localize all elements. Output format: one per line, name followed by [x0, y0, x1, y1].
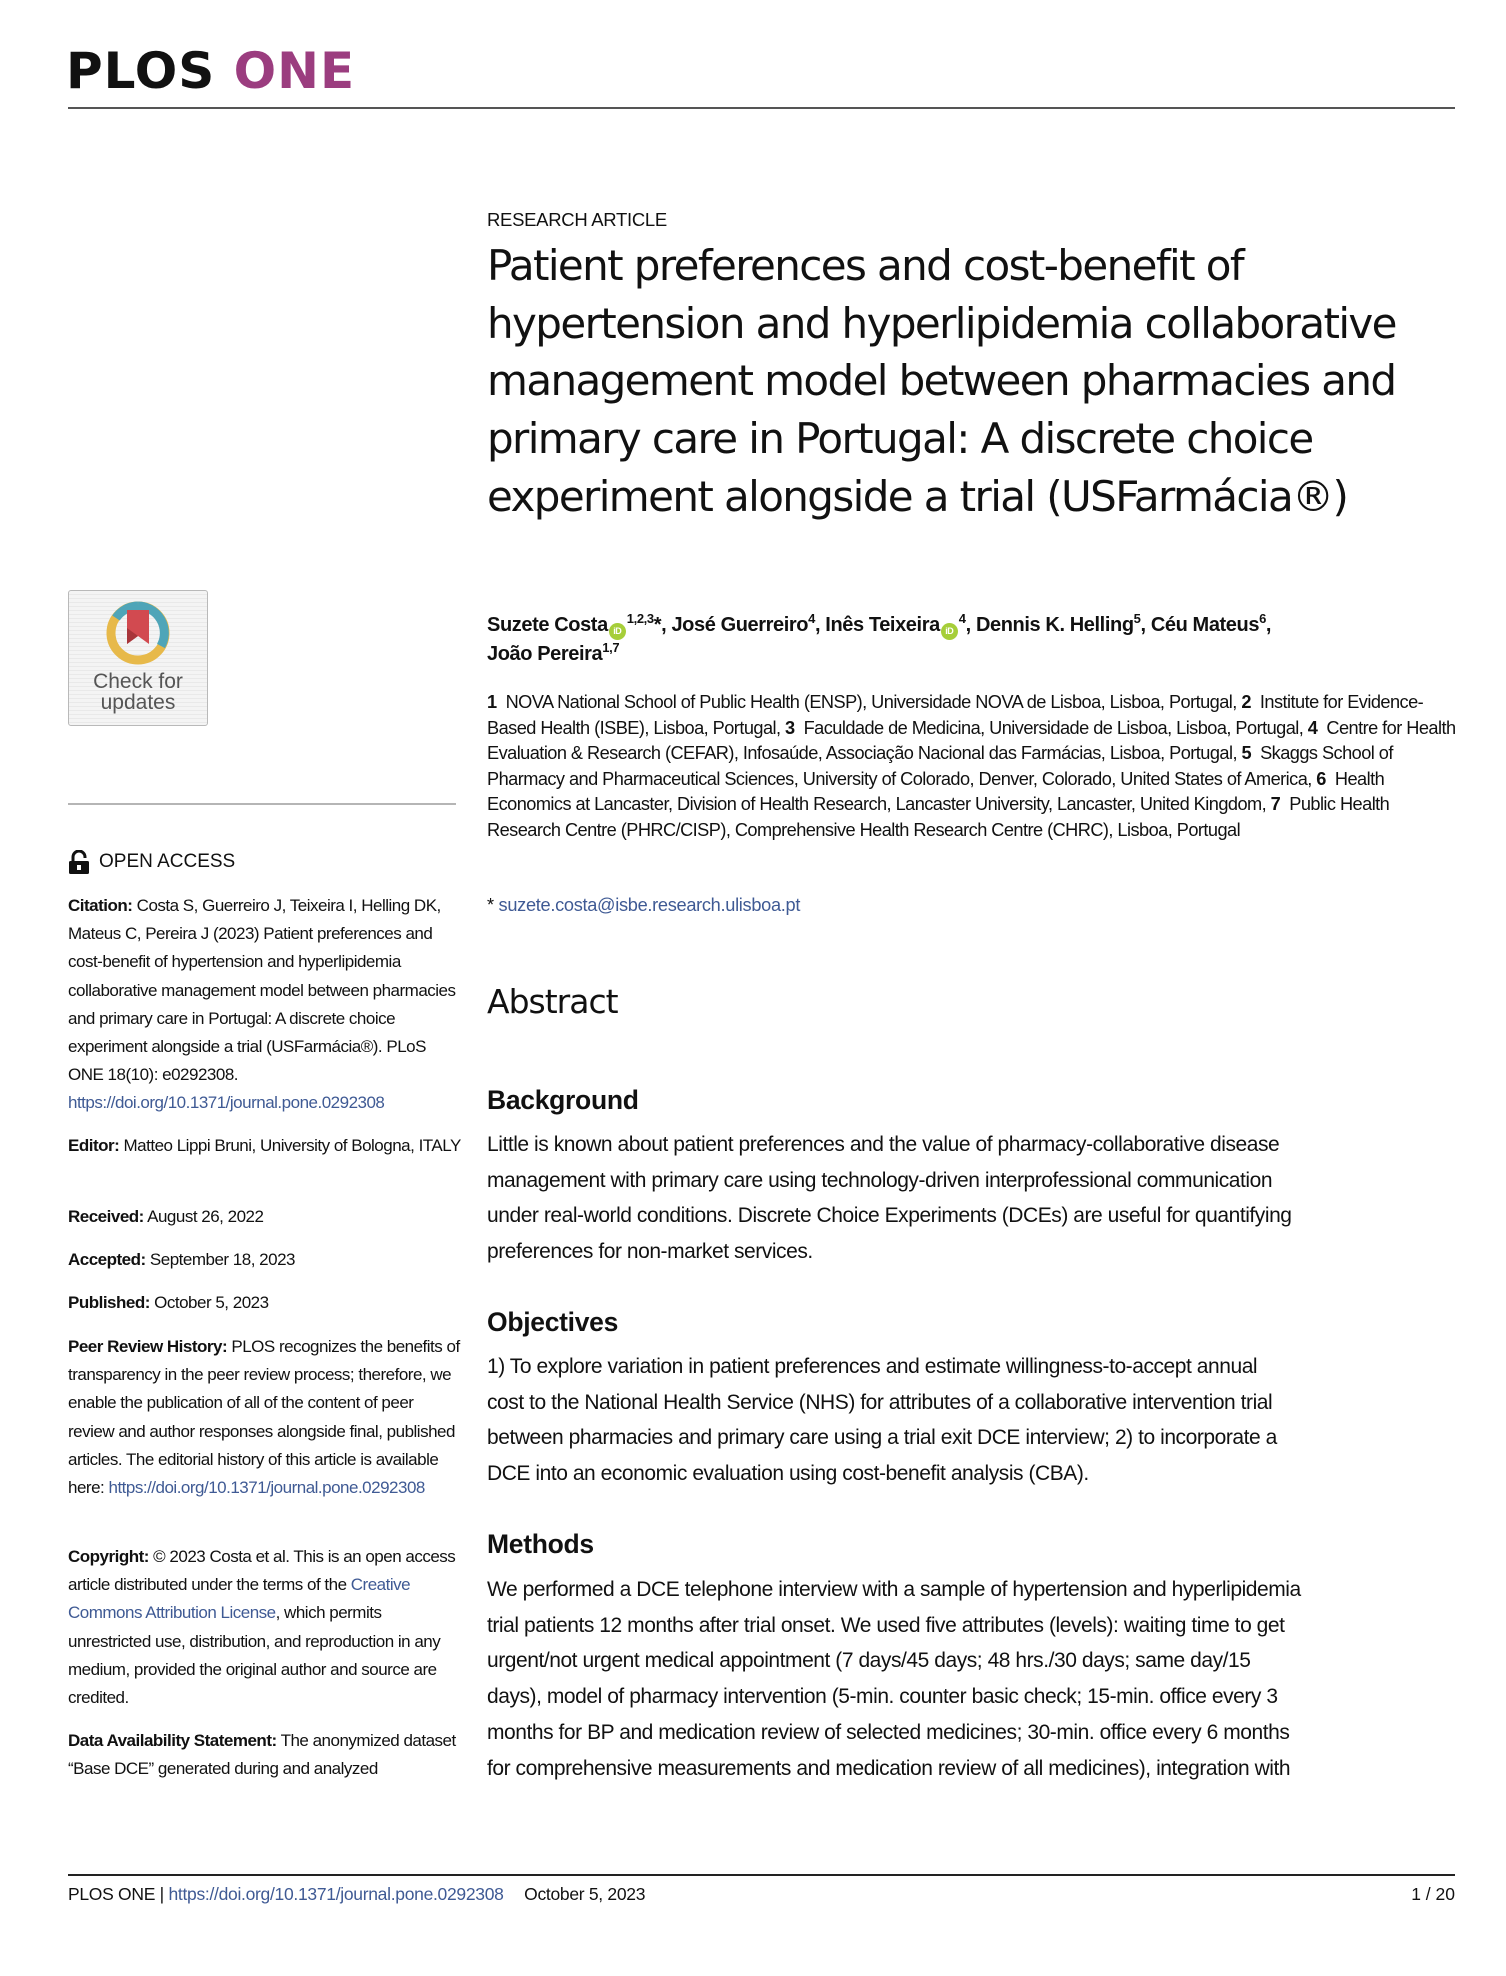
author-name: João Pereira	[487, 643, 603, 665]
citation-label: Citation:	[68, 896, 133, 915]
text-line: cost to the National Health Service (NHS) for attributes of a collaborative intervention trial	[487, 1390, 1273, 1414]
footer-divider	[68, 1874, 1455, 1876]
peer-review-label: Peer Review History:	[68, 1337, 228, 1356]
received-label: Received:	[68, 1207, 144, 1226]
data-availability-block	[68, 1727, 466, 1783]
published-label: Published:	[68, 1293, 150, 1312]
editor-label: Editor:	[68, 1136, 120, 1155]
published-date: October 5, 2023	[154, 1293, 269, 1312]
footer-separator: |	[159, 1884, 164, 1904]
data-availability-label: Data Availability Statement:	[68, 1731, 277, 1750]
author[interactable]	[487, 640, 620, 665]
received-block	[68, 1203, 468, 1231]
text-line: between pharmacies and primary care using a trial exit DCE interview; 2) to incorporate a	[487, 1426, 1277, 1450]
author-name: Suzete Costa	[487, 614, 608, 636]
article-type: RESEARCH ARTICLE	[487, 209, 667, 230]
text-line: 1) To explore variation in patient preferences and estimate willingness-to-accept annual	[487, 1355, 1258, 1378]
text-line: months for BP and medication review of selected medicines; 30-min. office every 6 months	[487, 1720, 1290, 1744]
affiliation-text: Public Health Research Centre (PHRC/CISP), Comprehensive Health Research Centre (CHRC), Lisboa, Portugal	[487, 794, 1390, 840]
citation-block	[68, 892, 463, 1118]
orcid-icon[interactable]: iD	[609, 623, 626, 640]
text-line: preferences for non-market services.	[487, 1240, 813, 1264]
check-for-updates-badge[interactable]	[68, 590, 208, 726]
article-title: Patient preferences and cost-benefit of hypertension and hyperlipidemia collaborative management model between pharmacies and primary care in Portugal: A discrete choice experiment alongside a trial (USFarmácia®)	[487, 241, 1396, 521]
methods-text	[487, 1572, 1467, 1786]
affiliation-text: NOVA National School of Public Health (ENSP), Universidade NOVA de Lisboa, Lisboa, Portugal,	[505, 692, 1237, 712]
peer-review-block	[68, 1333, 463, 1502]
text-line: trial patients 12 months after trial onset. We used five attributes (levels): waiting time to get	[487, 1613, 1285, 1637]
unlocked-padlock-icon	[68, 850, 90, 874]
text-line: We performed a DCE telephone interview with a sample of hypertension and hyperlipidemia	[487, 1578, 1301, 1601]
text-line: days), model of pharmacy intervention (5-min. counter basic check; 15-min. office every 3	[487, 1685, 1278, 1709]
affiliation-item	[487, 692, 1237, 712]
accepted-date: September 18, 2023	[149, 1250, 295, 1269]
affiliation-text: Faculdade de Medicina, Universidade de Lisboa, Lisboa, Portugal,	[803, 717, 1304, 738]
logo-one: ONE	[233, 42, 356, 100]
text-line: urgent/not urgent medical appointment (7 days/45 days; 48 hrs./30 days; same day/15	[487, 1649, 1251, 1673]
author[interactable]	[825, 611, 966, 636]
page-number: 1 / 20	[1411, 1884, 1455, 1904]
open-access-text: OPEN ACCESS	[99, 851, 236, 872]
footer-date: October 5, 2023	[524, 1884, 646, 1904]
author-name: Céu Mateus	[1150, 614, 1260, 636]
affiliation-text: Health Economics at Lancaster, Division of Health Research, Lancaster University, Lancaster, United Kingdom,	[487, 768, 1385, 814]
affiliation-item	[785, 718, 1303, 738]
accepted-block	[68, 1246, 468, 1274]
badge-label-line2: updates	[100, 691, 176, 714]
author-affiliation-marker[interactable]: 1,2,3	[626, 611, 654, 626]
orcid-icon[interactable]: iD	[941, 623, 958, 640]
peer-review-doi-link[interactable]: https://doi.org/10.1371/journal.pone.0292308	[108, 1478, 425, 1498]
methods-heading: Methods	[487, 1529, 594, 1559]
open-access-label	[68, 850, 235, 874]
author[interactable]	[671, 611, 815, 636]
cc-license-link[interactable]: Creative Commons Attribution License	[68, 1575, 411, 1623]
published-block	[68, 1289, 468, 1317]
author-list: Suzete Costa iD$^{1,2,3}$*, José Guerreiro$^4$, Inês Teixeira $iD^4$, Dennis K. Helling$^5$, Céu Mateus$^6$, João Pereira$^{1,7}$	[487, 611, 1272, 665]
affiliation-number: 4	[1307, 717, 1318, 738]
footer-doi-link[interactable]: https://doi.org/10.1371/journal.pone.0292308	[168, 1884, 504, 1904]
corresponding-author-marker: *	[653, 614, 662, 636]
affiliation-text: Institute for Evidence-Based Health (ISBE), Lisboa, Portugal,	[487, 692, 1424, 738]
corresponding-email-link[interactable]: suzete.costa@isbe.research.ulisboa.pt	[498, 895, 801, 915]
affiliation-number: 2	[1241, 692, 1251, 712]
text-line: Little is known about patient preferences and the value of pharmacy-collaborative disease	[487, 1133, 1280, 1156]
author-affiliation-marker[interactable]: 1,7	[602, 640, 620, 655]
text-line: management with primary care using technology-driven interprofessional communication	[487, 1168, 1273, 1192]
copyright-block	[68, 1543, 463, 1712]
peer-review-text: PLOS recognizes the benefits of transparency in the peer review process; therefore, we enable the publication of all of the content of peer review and author responses alongside final, published articles. The editorial history of this article is available here:	[68, 1337, 460, 1498]
received-date: August 26, 2022	[147, 1207, 264, 1226]
abstract-heading: Abstract	[487, 982, 618, 1021]
crossmark-icon	[103, 598, 173, 668]
citation-text: Costa S, Guerreiro J, Teixeira I, Helling DK, Mateus C, Pereira J (2023) Patient preferences and cost-benefit of hypertension and hyperlipidemia collaborative management model between pharmacies and primary care in Portugal: A discrete choice experiment alongside a trial (USFarmácia®). PLoS ONE 18(10): e0292308.	[68, 896, 456, 1085]
author-affiliation-marker[interactable]: 6	[1259, 611, 1266, 626]
background-heading: Background	[487, 1085, 639, 1115]
affiliation-number: 6	[1316, 768, 1326, 789]
author[interactable]	[1150, 611, 1266, 636]
text-line: DCE into an economic evaluation using cost-benefit analysis (CBA).	[487, 1462, 1089, 1486]
author-name: José Guerreiro	[671, 614, 809, 636]
affiliation-number: 1	[487, 692, 497, 712]
editor-text: Matteo Lippi Bruni, University of Bologna, ITALY	[123, 1136, 461, 1155]
data-availability-text: The anonymized dataset “Base DCE” generated during and analyzed	[68, 1731, 456, 1779]
author-name: Inês Teixeira	[825, 614, 940, 636]
correspondence	[487, 895, 1457, 916]
author-affiliation-marker[interactable]: 5	[1133, 611, 1141, 626]
affiliations	[487, 690, 1457, 843]
objectives-heading: Objectives	[487, 1307, 619, 1337]
copyright-text-after: , which permits unrestricted use, distribution, and reproduction in any medium, provided the original author and source are credited.	[68, 1603, 441, 1708]
corresponding-marker: *	[487, 895, 494, 915]
affiliation-number: 7	[1270, 794, 1281, 814]
citation-doi-link[interactable]: https://doi.org/10.1371/journal.pone.0292308	[68, 1093, 385, 1113]
text-line: for comprehensive measurements and medication review of all medicines), integration with	[487, 1756, 1291, 1780]
author[interactable]	[975, 611, 1141, 636]
editor-block	[68, 1132, 463, 1160]
author-name: Dennis K. Helling	[975, 614, 1134, 636]
author-affiliation-marker[interactable]: 4	[958, 611, 966, 626]
affiliation-number: 5	[1241, 743, 1252, 763]
journal-logo[interactable]	[66, 42, 356, 100]
author[interactable]	[487, 611, 662, 636]
background-text	[487, 1127, 1467, 1270]
affiliation-text: Centre for Health Evaluation & Research (CEFAR), Infosaúde, Associação Nacional das Farmácias, Lisboa, Portugal,	[487, 717, 1456, 763]
affiliation-number: 3	[785, 717, 795, 738]
copyright-label: Copyright:	[68, 1547, 149, 1566]
accepted-label: Accepted:	[68, 1250, 146, 1269]
footer-journal: PLOS ONE	[68, 1884, 156, 1904]
affiliation-text: Skaggs School of Pharmacy and Pharmaceutical Sciences, University of Colorado, Denver, Colorado, United States of America,	[487, 743, 1393, 789]
copyright-text: © 2023 Costa et al. This is an open access article distributed under the terms of the	[68, 1547, 456, 1595]
logo-plos: PLOS	[66, 42, 216, 100]
header-divider	[68, 107, 1455, 109]
sidebar-divider	[68, 803, 456, 805]
author-affiliation-marker[interactable]: 4	[808, 611, 815, 626]
page-footer	[68, 1884, 645, 1905]
text-line: under real-world conditions. Discrete Choice Experiments (DCEs) are useful for quantifying	[487, 1204, 1292, 1228]
objectives-text	[487, 1349, 1467, 1492]
badge-label-line1: Check for	[93, 670, 183, 693]
